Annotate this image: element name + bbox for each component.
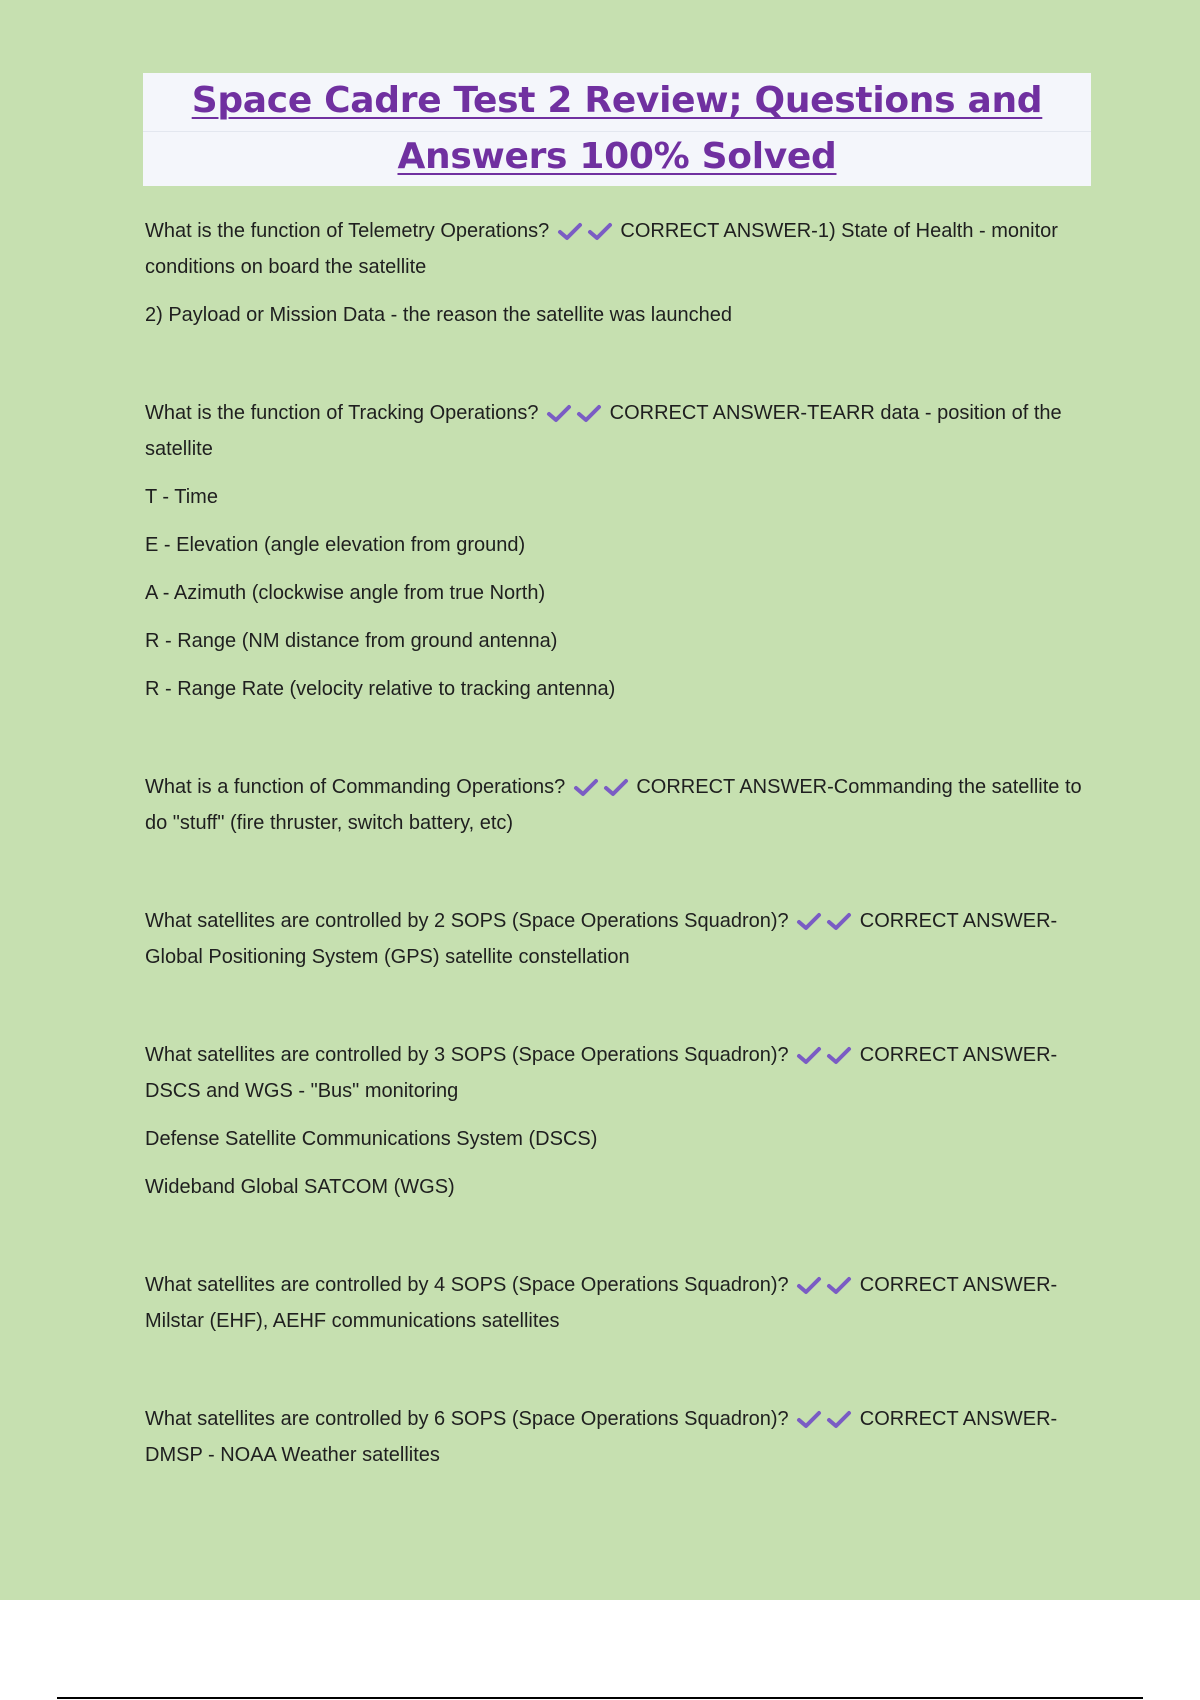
answer-text: CORRECT ANSWER-TEARR data - position of the satellite <box>145 402 1062 460</box>
answer-detail-line: R - Range Rate (velocity relative to tracking antenna) <box>145 678 616 700</box>
qa-item <box>145 905 1090 973</box>
answer-text: CORRECT ANSWER-DSCS and WGS - "Bus" monitoring <box>145 1044 1058 1102</box>
answer-text: CORRECT ANSWER-1) State of Health - monitor conditions on board the satellite <box>145 220 1058 278</box>
question-text: What is the function of Tracking Operations? <box>145 402 545 424</box>
answer-detail-line: R - Range (NM distance from ground antenna) <box>145 630 558 652</box>
section-spacer <box>145 1353 1090 1403</box>
answer-text: CORRECT ANSWER-Commanding the satellite to do "stuff" (fire thruster, switch battery, etc) <box>145 776 1082 834</box>
footer-rule <box>57 1697 1143 1699</box>
check-mark-icon <box>546 401 572 433</box>
check-mark-icon <box>796 909 822 941</box>
question-answer-paragraph <box>145 1269 1090 1337</box>
check-mark-icon <box>796 1043 822 1075</box>
document-title-line-2: Answers 100% Solved <box>397 136 837 177</box>
question-text: What is the function of Telemetry Operations? <box>145 220 555 242</box>
check-mark-icon <box>603 775 629 807</box>
section-spacer <box>145 855 1090 905</box>
check-mark-icon <box>796 1407 822 1439</box>
qa-list <box>145 215 1090 1487</box>
section-spacer <box>145 1219 1090 1269</box>
question-answer-paragraph <box>145 1403 1090 1471</box>
question-answer-paragraph <box>145 215 1090 283</box>
qa-item <box>145 771 1090 839</box>
check-mark-icon <box>557 219 583 251</box>
qa-item <box>145 1403 1090 1471</box>
section-spacer <box>145 347 1090 397</box>
check-mark-icon <box>796 1273 822 1305</box>
document-title-line-1: Space Cadre Test 2 Review; Questions and <box>191 80 1043 121</box>
answer-detail-line: Defense Satellite Communications System (DSCS) <box>145 1128 598 1150</box>
question-text: What satellites are controlled by 4 SOPS (Space Operations Squadron)? <box>145 1274 795 1296</box>
qa-item <box>145 1039 1090 1203</box>
question-answer-paragraph <box>145 1039 1090 1107</box>
answer-detail-line: A - Azimuth (clockwise angle from true North) <box>145 582 546 604</box>
check-mark-icon <box>826 1407 852 1439</box>
check-mark-icon <box>826 1273 852 1305</box>
question-text: What is a function of Commanding Operations? <box>145 776 571 798</box>
qa-item <box>145 1269 1090 1337</box>
qa-item <box>145 397 1090 705</box>
section-spacer <box>145 989 1090 1039</box>
answer-text: CORRECT ANSWER-Milstar (EHF), AEHF communications satellites <box>145 1274 1058 1332</box>
title-box <box>143 73 1091 186</box>
question-answer-paragraph <box>145 905 1090 973</box>
question-text: What satellites are controlled by 6 SOPS (Space Operations Squadron)? <box>145 1408 795 1430</box>
answer-text: CORRECT ANSWER-Global Positioning System (GPS) satellite constellation <box>145 910 1058 968</box>
answer-detail-line: Wideband Global SATCOM (WGS) <box>145 1176 455 1198</box>
question-text: What satellites are controlled by 2 SOPS (Space Operations Squadron)? <box>145 910 795 932</box>
check-mark-icon <box>576 401 602 433</box>
check-mark-icon <box>573 775 599 807</box>
answer-detail-line: 2) Payload or Mission Data - the reason the satellite was launched <box>145 304 732 326</box>
section-spacer <box>145 721 1090 771</box>
qa-item <box>145 215 1090 331</box>
question-answer-paragraph <box>145 397 1090 465</box>
question-text: What satellites are controlled by 3 SOPS (Space Operations Squadron)? <box>145 1044 795 1066</box>
check-mark-icon <box>826 909 852 941</box>
answer-text: CORRECT ANSWER-DMSP - NOAA Weather satellites <box>145 1408 1058 1466</box>
question-answer-paragraph <box>145 771 1090 839</box>
title-divider <box>143 131 1091 132</box>
answer-detail-line: T - Time <box>145 486 218 508</box>
answer-detail-line: E - Elevation (angle elevation from ground) <box>145 534 526 556</box>
check-mark-icon <box>587 219 613 251</box>
check-mark-icon <box>826 1043 852 1075</box>
